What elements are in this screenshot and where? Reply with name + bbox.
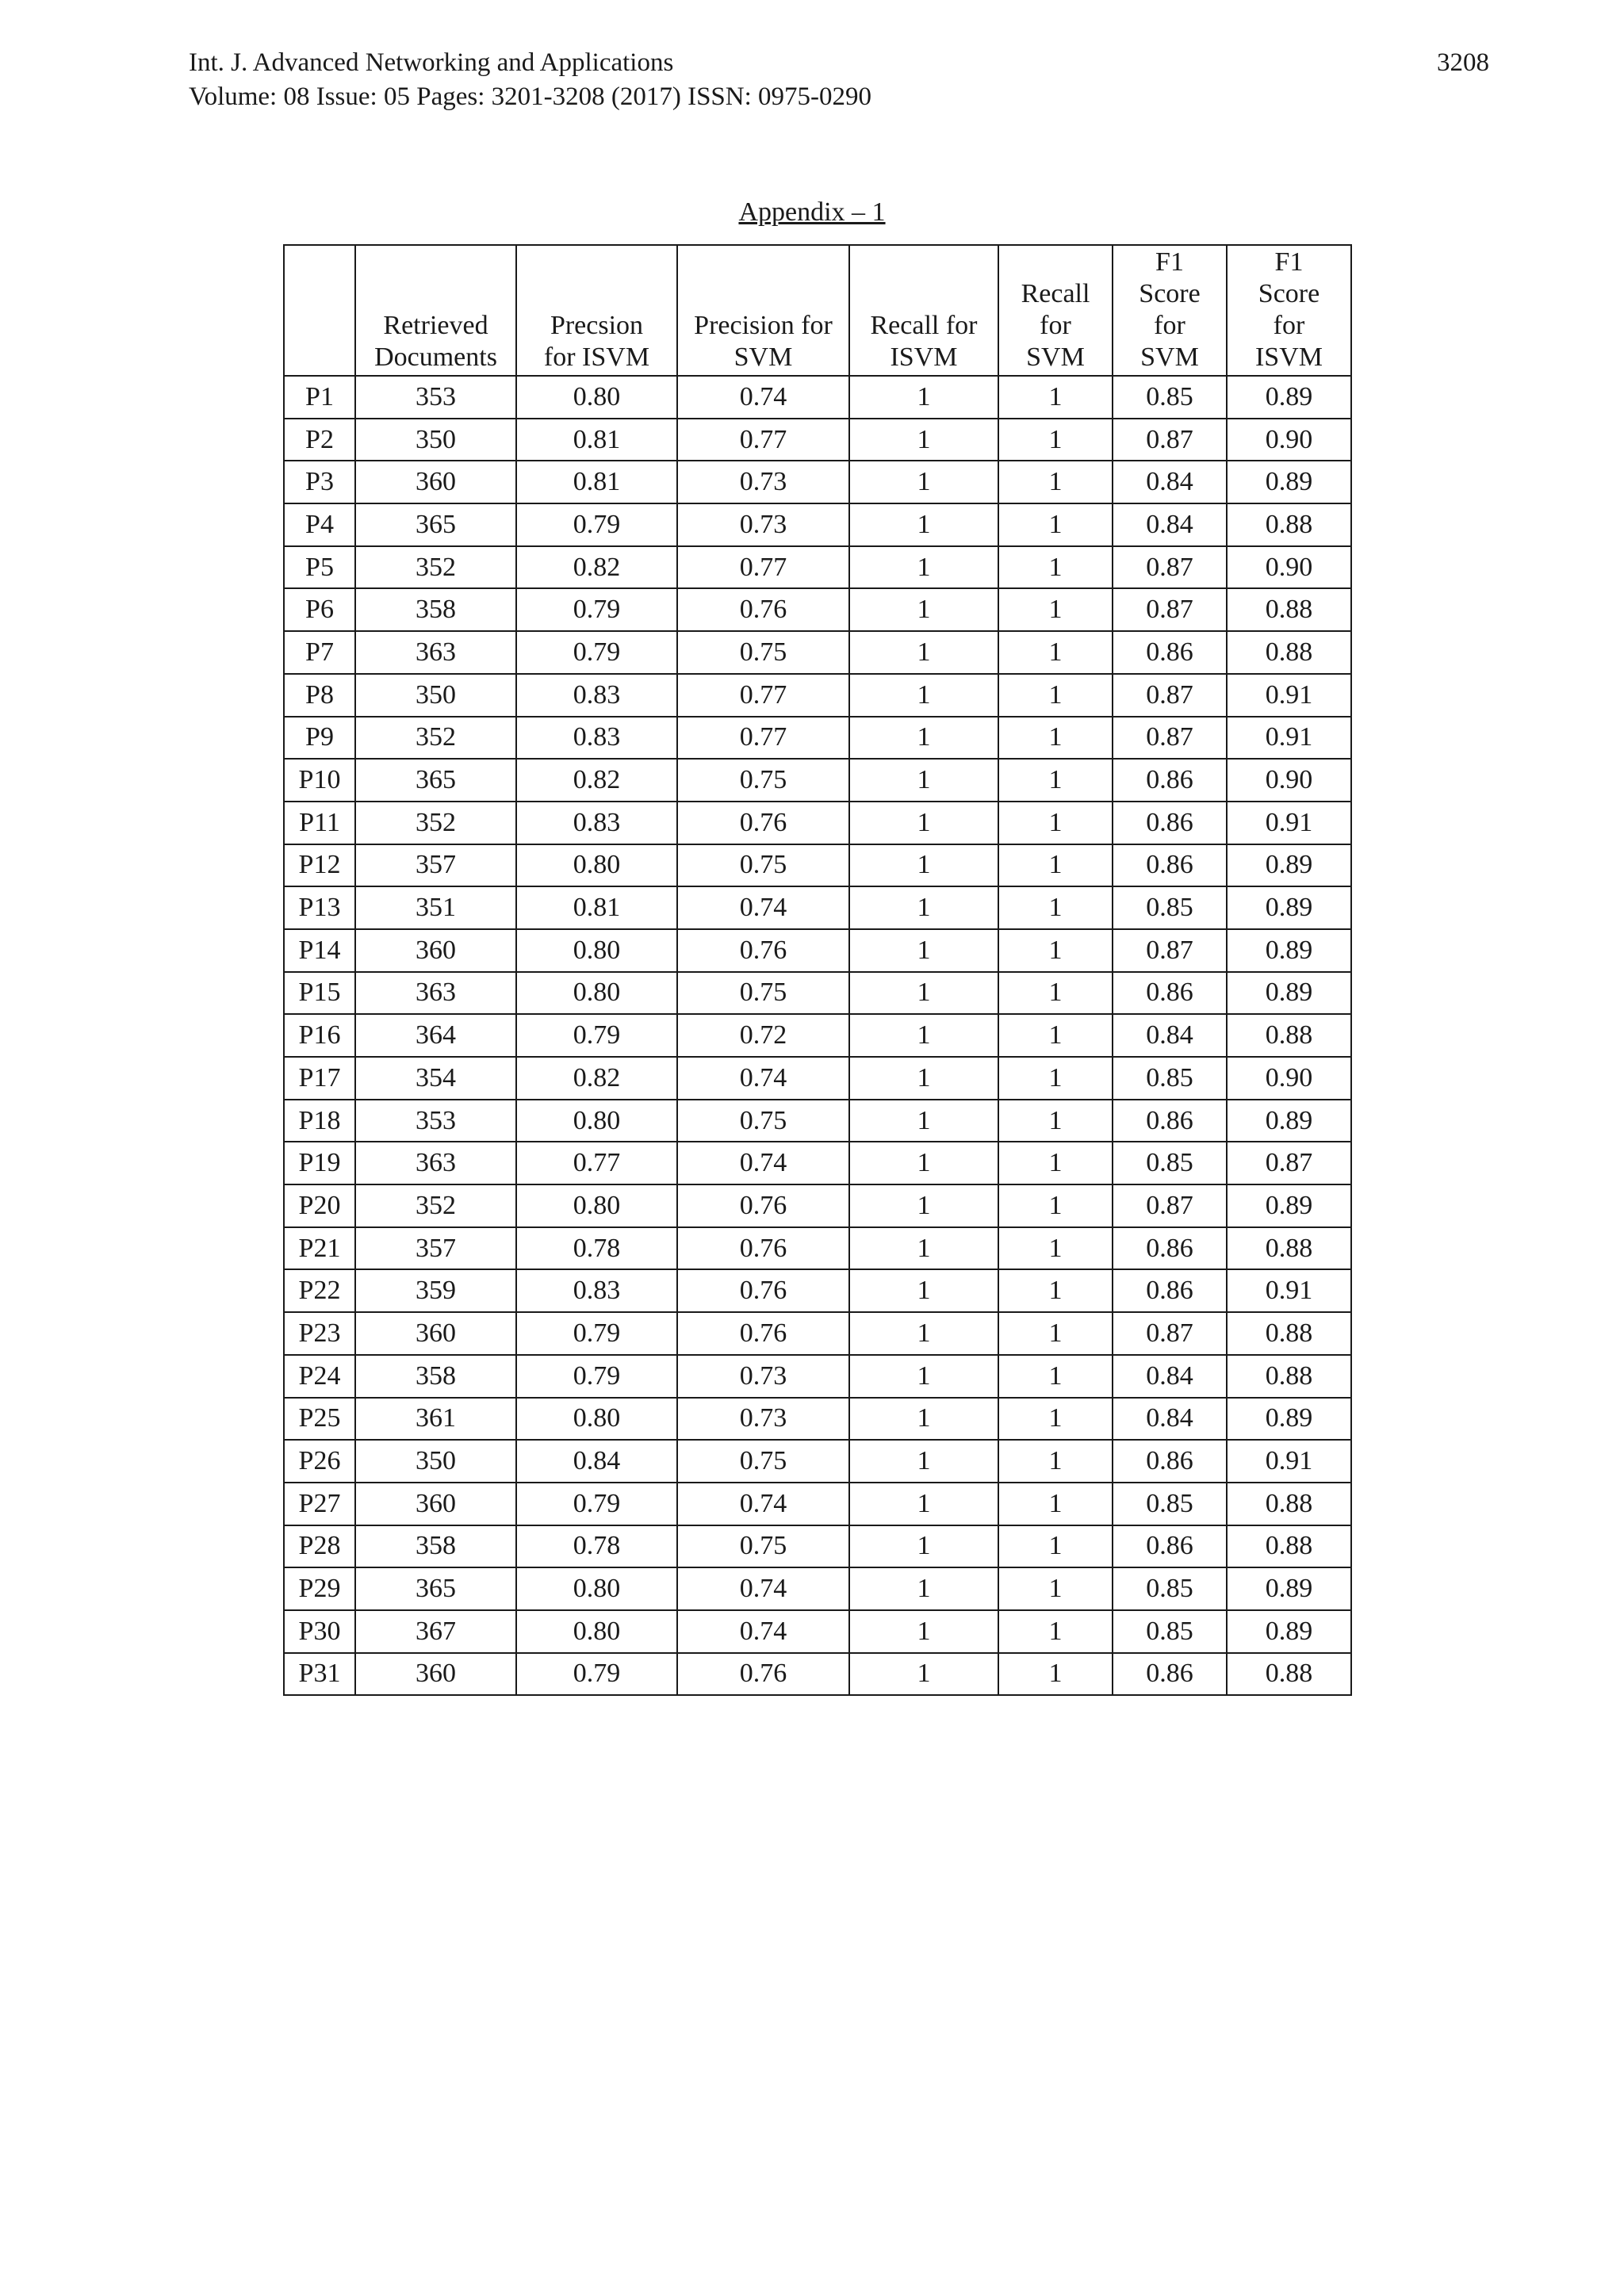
f1-isvm-cell: 0.89 [1227,376,1351,419]
recall-isvm-cell: 1 [849,461,998,503]
results-table [283,244,1352,1696]
retrieved-documents-cell: 352 [355,1184,516,1227]
recall-isvm-cell: 1 [849,1269,998,1312]
table-row [284,1525,1351,1568]
f1-isvm-cell: 0.90 [1227,546,1351,589]
table-row [284,1184,1351,1227]
journal-line [189,46,1489,80]
table-row [284,929,1351,972]
f1-isvm-cell: 0.87 [1227,1142,1351,1184]
f1-isvm-cell: 0.89 [1227,461,1351,503]
precision-svm-cell: 0.73 [677,461,849,503]
f1-isvm-cell: 0.88 [1227,503,1351,546]
recall-svm-cell: 1 [998,844,1113,887]
row-label-cell: P4 [284,503,355,546]
f1-isvm-cell: 0.88 [1227,631,1351,674]
recall-svm-cell: 1 [998,1398,1113,1441]
recall-isvm-cell: 1 [849,503,998,546]
row-label-cell: P19 [284,1142,355,1184]
f1-svm-cell: 0.86 [1113,1227,1227,1270]
row-label-cell: P17 [284,1057,355,1100]
recall-isvm-cell: 1 [849,1355,998,1398]
retrieved-documents-cell: 350 [355,419,516,461]
recall-svm-cell: 1 [998,1525,1113,1568]
f1-svm-cell: 0.86 [1113,1100,1227,1142]
recall-svm-cell: 1 [998,674,1113,717]
row-label-cell: P2 [284,419,355,461]
precision-isvm-cell: 0.83 [516,717,677,760]
row-label-cell: P10 [284,759,355,802]
precision-isvm-cell: 0.79 [516,1312,677,1355]
row-label-cell: P18 [284,1100,355,1142]
journal-name: Int. J. Advanced Networking and Applications [189,48,674,77]
f1-svm-cell: 0.86 [1113,1440,1227,1483]
f1-isvm-cell: 0.89 [1227,1398,1351,1441]
f1-svm-cell: 0.86 [1113,802,1227,844]
f1-isvm-cell: 0.88 [1227,1483,1351,1525]
table-row [284,1653,1351,1696]
precision-isvm-cell: 0.80 [516,1567,677,1610]
recall-svm-cell: 1 [998,376,1113,419]
f1-isvm-cell: 0.88 [1227,588,1351,631]
precision-svm-cell: 0.76 [677,588,849,631]
precision-svm-cell: 0.74 [677,1057,849,1100]
precision-isvm-cell: 0.80 [516,1184,677,1227]
row-label-cell: P20 [284,1184,355,1227]
precision-isvm-cell: 0.80 [516,1610,677,1653]
precision-svm-cell: 0.76 [677,1312,849,1355]
table-header-row [284,245,1351,376]
precision-svm-cell: 0.76 [677,929,849,972]
f1-svm-cell: 0.85 [1113,1567,1227,1610]
f1-isvm-cell: 0.89 [1227,1610,1351,1653]
recall-svm-cell: 1 [998,1312,1113,1355]
precision-svm-cell: 0.76 [677,1184,849,1227]
row-label-cell: P26 [284,1440,355,1483]
retrieved-documents-cell: 358 [355,1355,516,1398]
column-header-f1-isvm: F1 Score for ISVM [1227,245,1351,376]
f1-svm-cell: 0.87 [1113,588,1227,631]
column-header-recall-isvm: Recall for ISVM [849,245,998,376]
table-row [284,1014,1351,1057]
precision-isvm-cell: 0.80 [516,376,677,419]
recall-svm-cell: 1 [998,1142,1113,1184]
f1-svm-cell: 0.87 [1113,717,1227,760]
table-row [284,461,1351,503]
precision-isvm-cell: 0.81 [516,419,677,461]
retrieved-documents-cell: 350 [355,1440,516,1483]
recall-isvm-cell: 1 [849,588,998,631]
table-row [284,674,1351,717]
recall-isvm-cell: 1 [849,844,998,887]
precision-isvm-cell: 0.81 [516,886,677,929]
f1-svm-cell: 0.86 [1113,1653,1227,1696]
table-row [284,972,1351,1015]
recall-isvm-cell: 1 [849,802,998,844]
retrieved-documents-cell: 357 [355,844,516,887]
table-row [284,1269,1351,1312]
recall-isvm-cell: 1 [849,1142,998,1184]
f1-isvm-cell: 0.91 [1227,674,1351,717]
recall-isvm-cell: 1 [849,1100,998,1142]
precision-svm-cell: 0.76 [677,1269,849,1312]
retrieved-documents-cell: 352 [355,546,516,589]
precision-isvm-cell: 0.82 [516,1057,677,1100]
precision-svm-cell: 0.75 [677,1525,849,1568]
retrieved-documents-cell: 354 [355,1057,516,1100]
retrieved-documents-cell: 360 [355,1483,516,1525]
retrieved-documents-cell: 358 [355,588,516,631]
precision-svm-cell: 0.76 [677,1653,849,1696]
row-label-cell: P6 [284,588,355,631]
f1-svm-cell: 0.84 [1113,1398,1227,1441]
table-row [284,1398,1351,1441]
row-label-cell: P16 [284,1014,355,1057]
precision-isvm-cell: 0.83 [516,1269,677,1312]
retrieved-documents-cell: 351 [355,886,516,929]
table-body [284,376,1351,1695]
f1-isvm-cell: 0.91 [1227,1269,1351,1312]
retrieved-documents-cell: 350 [355,674,516,717]
row-label-cell: P14 [284,929,355,972]
precision-svm-cell: 0.73 [677,503,849,546]
retrieved-documents-cell: 363 [355,972,516,1015]
volume-line: Volume: 08 Issue: 05 Pages: 3201-3208 (2017) ISSN: 0975-0290 [189,82,872,111]
row-label-cell: P22 [284,1269,355,1312]
row-label-cell: P23 [284,1312,355,1355]
f1-isvm-cell: 0.88 [1227,1653,1351,1696]
f1-svm-cell: 0.86 [1113,972,1227,1015]
table-row [284,631,1351,674]
table-row [284,844,1351,887]
f1-isvm-cell: 0.88 [1227,1525,1351,1568]
f1-isvm-cell: 0.89 [1227,844,1351,887]
f1-isvm-cell: 0.89 [1227,972,1351,1015]
retrieved-documents-cell: 352 [355,802,516,844]
recall-isvm-cell: 1 [849,1525,998,1568]
f1-svm-cell: 0.85 [1113,886,1227,929]
row-label-cell: P11 [284,802,355,844]
recall-svm-cell: 1 [998,759,1113,802]
retrieved-documents-cell: 352 [355,717,516,760]
row-label-cell: P13 [284,886,355,929]
recall-isvm-cell: 1 [849,972,998,1015]
recall-isvm-cell: 1 [849,1440,998,1483]
recall-svm-cell: 1 [998,1100,1113,1142]
precision-svm-cell: 0.77 [677,419,849,461]
f1-isvm-cell: 0.91 [1227,802,1351,844]
f1-svm-cell: 0.85 [1113,1142,1227,1184]
recall-isvm-cell: 1 [849,1483,998,1525]
f1-svm-cell: 0.87 [1113,674,1227,717]
f1-svm-cell: 0.86 [1113,759,1227,802]
row-label-cell: P25 [284,1398,355,1441]
f1-isvm-cell: 0.89 [1227,1567,1351,1610]
recall-isvm-cell: 1 [849,1398,998,1441]
column-header-precision-isvm: Precsion for ISVM [516,245,677,376]
column-header-row-label [284,245,355,376]
precision-isvm-cell: 0.83 [516,674,677,717]
row-label-cell: P5 [284,546,355,589]
f1-isvm-cell: 0.91 [1227,717,1351,760]
f1-svm-cell: 0.85 [1113,376,1227,419]
f1-svm-cell: 0.85 [1113,1610,1227,1653]
table-row [284,1483,1351,1525]
precision-svm-cell: 0.73 [677,1398,849,1441]
precision-svm-cell: 0.74 [677,886,849,929]
f1-svm-cell: 0.86 [1113,631,1227,674]
f1-isvm-cell: 0.88 [1227,1014,1351,1057]
precision-svm-cell: 0.74 [677,1483,849,1525]
f1-svm-cell: 0.87 [1113,419,1227,461]
retrieved-documents-cell: 358 [355,1525,516,1568]
recall-isvm-cell: 1 [849,1184,998,1227]
f1-isvm-cell: 0.89 [1227,929,1351,972]
retrieved-documents-cell: 360 [355,929,516,972]
retrieved-documents-cell: 357 [355,1227,516,1270]
recall-svm-cell: 1 [998,886,1113,929]
row-label-cell: P8 [284,674,355,717]
recall-svm-cell: 1 [998,1269,1113,1312]
retrieved-documents-cell: 365 [355,1567,516,1610]
f1-svm-cell: 0.87 [1113,1312,1227,1355]
f1-isvm-cell: 0.90 [1227,1057,1351,1100]
recall-isvm-cell: 1 [849,1014,998,1057]
table-row [284,546,1351,589]
precision-svm-cell: 0.75 [677,1100,849,1142]
table-row [284,1440,1351,1483]
precision-isvm-cell: 0.78 [516,1227,677,1270]
recall-svm-cell: 1 [998,1440,1113,1483]
recall-svm-cell: 1 [998,1610,1113,1653]
f1-isvm-cell: 0.89 [1227,1100,1351,1142]
recall-isvm-cell: 1 [849,1610,998,1653]
recall-svm-cell: 1 [998,588,1113,631]
table-row [284,503,1351,546]
precision-svm-cell: 0.75 [677,844,849,887]
precision-isvm-cell: 0.80 [516,1398,677,1441]
f1-isvm-cell: 0.88 [1227,1227,1351,1270]
recall-svm-cell: 1 [998,1653,1113,1696]
precision-svm-cell: 0.77 [677,546,849,589]
recall-isvm-cell: 1 [849,1653,998,1696]
precision-svm-cell: 0.72 [677,1014,849,1057]
row-label-cell: P9 [284,717,355,760]
recall-isvm-cell: 1 [849,1312,998,1355]
f1-svm-cell: 0.86 [1113,1525,1227,1568]
table-row [284,1227,1351,1270]
retrieved-documents-cell: 363 [355,1142,516,1184]
recall-isvm-cell: 1 [849,674,998,717]
f1-isvm-cell: 0.88 [1227,1355,1351,1398]
recall-svm-cell: 1 [998,929,1113,972]
recall-isvm-cell: 1 [849,886,998,929]
precision-isvm-cell: 0.80 [516,929,677,972]
precision-svm-cell: 0.77 [677,674,849,717]
f1-svm-cell: 0.87 [1113,546,1227,589]
f1-svm-cell: 0.85 [1113,1057,1227,1100]
page-header [189,46,1489,114]
table-row [284,886,1351,929]
recall-svm-cell: 1 [998,546,1113,589]
f1-svm-cell: 0.84 [1113,1355,1227,1398]
f1-svm-cell: 0.86 [1113,1269,1227,1312]
recall-svm-cell: 1 [998,717,1113,760]
table-row [284,802,1351,844]
table-row [284,1355,1351,1398]
recall-isvm-cell: 1 [849,1567,998,1610]
retrieved-documents-cell: 353 [355,1100,516,1142]
table-row [284,759,1351,802]
recall-svm-cell: 1 [998,972,1113,1015]
precision-svm-cell: 0.74 [677,1142,849,1184]
table-row [284,1567,1351,1610]
precision-svm-cell: 0.74 [677,1610,849,1653]
recall-isvm-cell: 1 [849,717,998,760]
table-row [284,376,1351,419]
row-label-cell: P28 [284,1525,355,1568]
recall-svm-cell: 1 [998,1567,1113,1610]
f1-svm-cell: 0.84 [1113,461,1227,503]
f1-svm-cell: 0.87 [1113,929,1227,972]
column-header-f1-svm: F1 Score for SVM [1113,245,1227,376]
precision-isvm-cell: 0.79 [516,1483,677,1525]
precision-svm-cell: 0.75 [677,631,849,674]
recall-isvm-cell: 1 [849,546,998,589]
retrieved-documents-cell: 359 [355,1269,516,1312]
f1-svm-cell: 0.84 [1113,503,1227,546]
row-label-cell: P1 [284,376,355,419]
f1-isvm-cell: 0.91 [1227,1440,1351,1483]
f1-svm-cell: 0.86 [1113,844,1227,887]
appendix-title: Appendix – 1 [738,197,886,227]
recall-isvm-cell: 1 [849,419,998,461]
table-row [284,588,1351,631]
precision-svm-cell: 0.75 [677,1440,849,1483]
precision-svm-cell: 0.75 [677,972,849,1015]
retrieved-documents-cell: 360 [355,1312,516,1355]
retrieved-documents-cell: 361 [355,1398,516,1441]
precision-isvm-cell: 0.77 [516,1142,677,1184]
precision-isvm-cell: 0.79 [516,503,677,546]
precision-isvm-cell: 0.79 [516,1653,677,1696]
recall-svm-cell: 1 [998,631,1113,674]
recall-isvm-cell: 1 [849,1057,998,1100]
precision-isvm-cell: 0.79 [516,1014,677,1057]
retrieved-documents-cell: 367 [355,1610,516,1653]
f1-isvm-cell: 0.88 [1227,1312,1351,1355]
row-label-cell: P3 [284,461,355,503]
precision-isvm-cell: 0.80 [516,844,677,887]
row-label-cell: P7 [284,631,355,674]
table-row [284,1610,1351,1653]
recall-svm-cell: 1 [998,419,1113,461]
f1-isvm-cell: 0.90 [1227,419,1351,461]
column-header-precision-svm: Precision for SVM [677,245,849,376]
recall-svm-cell: 1 [998,1014,1113,1057]
column-header-recall-svm: Recall for SVM [998,245,1113,376]
table-row [284,717,1351,760]
row-label-cell: P27 [284,1483,355,1525]
precision-isvm-cell: 0.80 [516,1100,677,1142]
row-label-cell: P12 [284,844,355,887]
recall-svm-cell: 1 [998,1057,1113,1100]
retrieved-documents-cell: 365 [355,503,516,546]
table-row [284,419,1351,461]
column-header-retrieved-documents: Retrieved Documents [355,245,516,376]
row-label-cell: P15 [284,972,355,1015]
table-row [284,1142,1351,1184]
row-label-cell: P30 [284,1610,355,1653]
recall-svm-cell: 1 [998,1227,1113,1270]
f1-svm-cell: 0.87 [1113,1184,1227,1227]
precision-isvm-cell: 0.80 [516,972,677,1015]
recall-isvm-cell: 1 [849,376,998,419]
recall-svm-cell: 1 [998,1355,1113,1398]
table-row [284,1100,1351,1142]
precision-svm-cell: 0.75 [677,759,849,802]
f1-svm-cell: 0.84 [1113,1014,1227,1057]
row-label-cell: P31 [284,1653,355,1696]
f1-isvm-cell: 0.89 [1227,1184,1351,1227]
precision-isvm-cell: 0.84 [516,1440,677,1483]
precision-isvm-cell: 0.81 [516,461,677,503]
recall-svm-cell: 1 [998,503,1113,546]
precision-svm-cell: 0.77 [677,717,849,760]
page-number: 3208 [1437,48,1489,77]
recall-isvm-cell: 1 [849,759,998,802]
retrieved-documents-cell: 353 [355,376,516,419]
retrieved-documents-cell: 360 [355,461,516,503]
precision-isvm-cell: 0.82 [516,546,677,589]
row-label-cell: P24 [284,1355,355,1398]
precision-svm-cell: 0.76 [677,802,849,844]
precision-svm-cell: 0.74 [677,376,849,419]
f1-isvm-cell: 0.90 [1227,759,1351,802]
precision-isvm-cell: 0.82 [516,759,677,802]
precision-svm-cell: 0.74 [677,1567,849,1610]
precision-isvm-cell: 0.78 [516,1525,677,1568]
precision-svm-cell: 0.76 [677,1227,849,1270]
row-label-cell: P21 [284,1227,355,1270]
precision-svm-cell: 0.73 [677,1355,849,1398]
recall-svm-cell: 1 [998,802,1113,844]
retrieved-documents-cell: 363 [355,631,516,674]
precision-isvm-cell: 0.79 [516,1355,677,1398]
f1-svm-cell: 0.85 [1113,1483,1227,1525]
recall-isvm-cell: 1 [849,929,998,972]
row-label-cell: P29 [284,1567,355,1610]
retrieved-documents-cell: 364 [355,1014,516,1057]
table-row [284,1057,1351,1100]
precision-isvm-cell: 0.79 [516,588,677,631]
recall-isvm-cell: 1 [849,1227,998,1270]
recall-svm-cell: 1 [998,461,1113,503]
table-row [284,1312,1351,1355]
f1-isvm-cell: 0.89 [1227,886,1351,929]
precision-isvm-cell: 0.83 [516,802,677,844]
precision-isvm-cell: 0.79 [516,631,677,674]
retrieved-documents-cell: 365 [355,759,516,802]
recall-svm-cell: 1 [998,1483,1113,1525]
retrieved-documents-cell: 360 [355,1653,516,1696]
recall-svm-cell: 1 [998,1184,1113,1227]
recall-isvm-cell: 1 [849,631,998,674]
